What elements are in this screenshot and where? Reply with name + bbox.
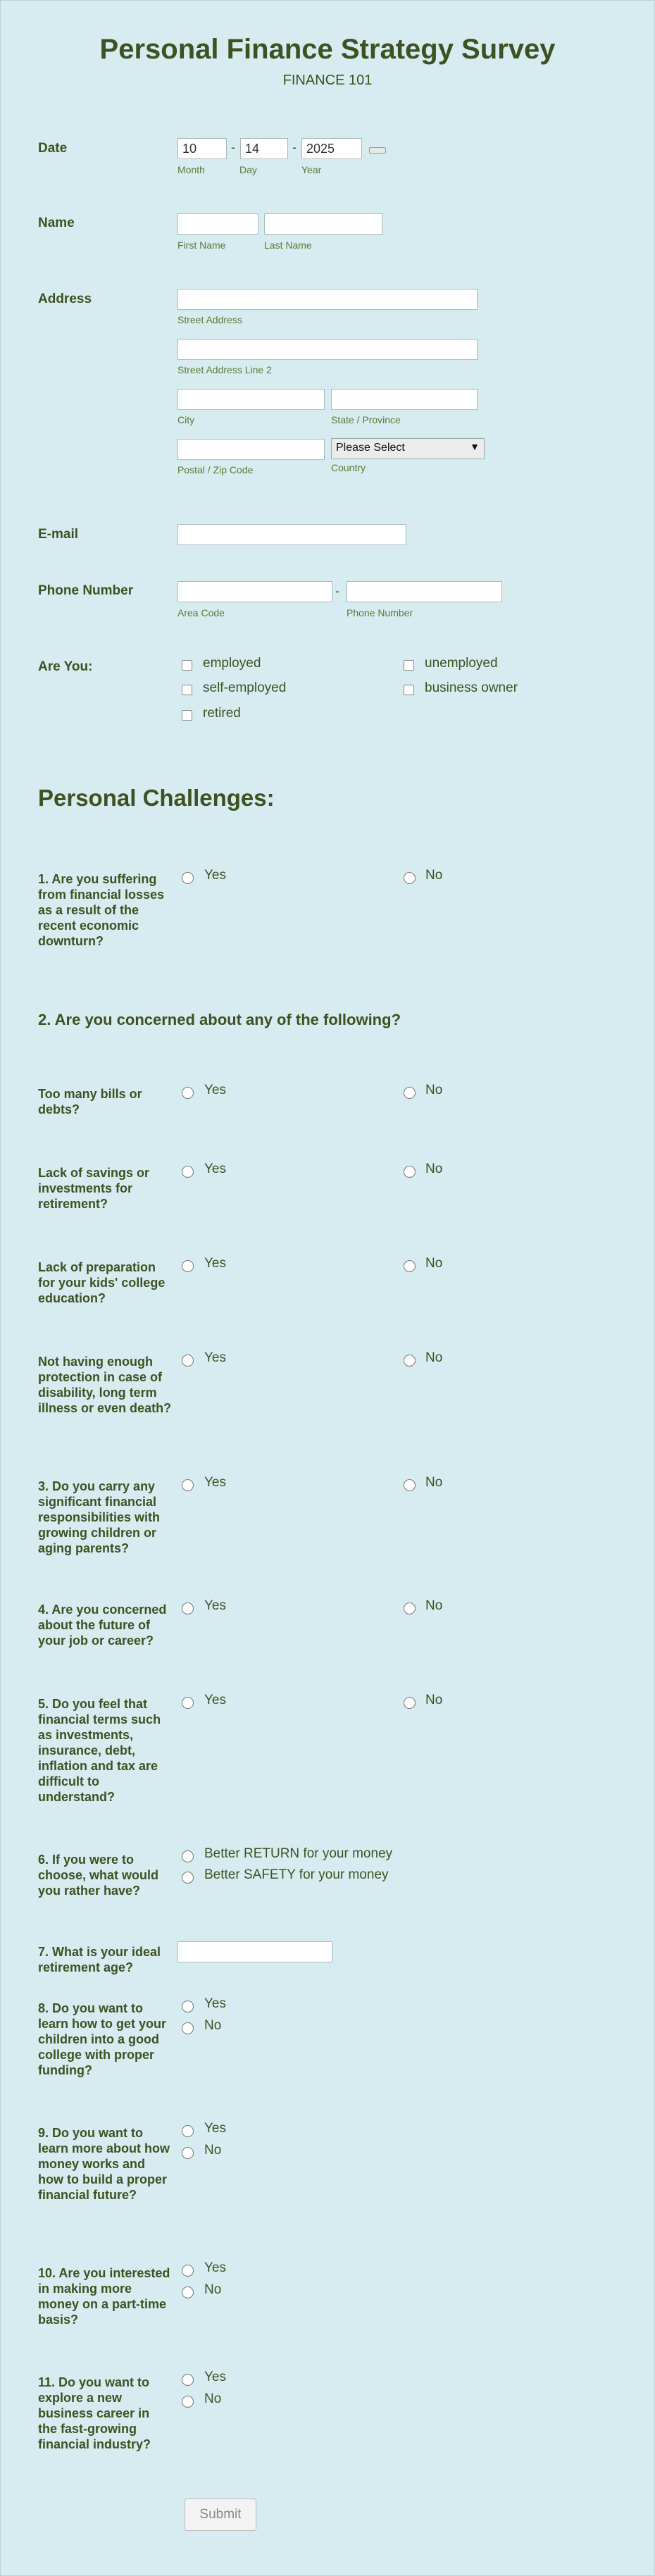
area-code-input[interactable] [177, 581, 332, 602]
country-sublabel: Country [331, 462, 366, 473]
self-employed-option-label: self-employed [203, 680, 287, 695]
q2a-yes-radio[interactable] [182, 1087, 194, 1099]
q1-no-label: No [425, 868, 443, 883]
last-name-sublabel: Last Name [264, 239, 312, 251]
date-separator: - [231, 140, 235, 154]
postal-code-input[interactable] [177, 439, 325, 460]
email-label: E-mail [38, 527, 79, 542]
q6-safety-radio[interactable] [182, 1872, 194, 1884]
q2c-yes-label: Yes [204, 1256, 226, 1271]
phone-separator: - [335, 584, 339, 598]
country-select[interactable] [331, 438, 485, 459]
q6-label: 6. If you were to choose, what would you rather have? [38, 1853, 159, 1898]
q2b-no-label: No [425, 1162, 443, 1176]
q4-no-label: No [425, 1598, 443, 1613]
state-input[interactable] [331, 389, 478, 410]
phone-label: Phone Number [38, 583, 134, 598]
last-name-input[interactable] [264, 213, 382, 235]
q2b-no-radio[interactable] [404, 1166, 416, 1178]
street-address-2-input[interactable] [177, 339, 478, 360]
q9-label: 9. Do you want to learn more about how money works and how to build a proper financial future? [38, 2126, 170, 2202]
retired-checkbox[interactable] [182, 710, 192, 721]
q6-return-radio[interactable] [182, 1850, 194, 1862]
city-input[interactable] [177, 389, 325, 410]
unemployed-option-label: unemployed [425, 656, 498, 671]
q4-no-radio[interactable] [404, 1603, 416, 1614]
are-you-label: Are You: [38, 659, 93, 674]
retirement-age-input[interactable] [177, 1941, 332, 1962]
q2c-no-label: No [425, 1256, 443, 1271]
street-address-input[interactable] [177, 289, 478, 310]
q11-label: 11. Do you want to explore a new business career in the fast-growing financial industry? [38, 2375, 151, 2451]
q2c-label: Lack of preparation for your kids' college education? [38, 1260, 166, 1305]
q2-heading: 2. Are you concerned about any of the following? [38, 1011, 401, 1028]
q3-yes-label: Yes [204, 1475, 226, 1490]
address-label: Address [38, 292, 92, 306]
date-day-input[interactable] [240, 138, 288, 159]
q1-no-radio[interactable] [404, 872, 416, 884]
chevron-down-icon: ▼ [470, 441, 480, 452]
year-sublabel: Year [301, 164, 322, 175]
date-separator: - [292, 140, 297, 154]
first-name-sublabel: First Name [177, 239, 226, 251]
email-input[interactable] [177, 524, 406, 545]
q2b-yes-label: Yes [204, 1162, 226, 1176]
q4-yes-label: Yes [204, 1598, 226, 1613]
q9-no-label: No [204, 2143, 222, 2158]
q2d-no-label: No [425, 1350, 443, 1365]
city-sublabel: City [177, 414, 195, 425]
q2d-yes-label: Yes [204, 1350, 226, 1365]
q1-label: 1. Are you suffering from financial losses as a result of the recent economic downturn? [38, 872, 165, 948]
q2c-no-radio[interactable] [404, 1260, 416, 1272]
postal-code-sublabel: Postal / Zip Code [177, 464, 254, 475]
q10-no-label: No [204, 2282, 222, 2297]
unemployed-checkbox[interactable] [404, 660, 414, 671]
q2a-no-label: No [425, 1083, 443, 1097]
calendar-button[interactable] [369, 147, 386, 154]
q5-yes-radio[interactable] [182, 1697, 194, 1709]
area-code-sublabel: Area Code [177, 607, 225, 618]
q5-no-radio[interactable] [404, 1697, 416, 1709]
date-year-input[interactable] [301, 138, 362, 159]
retired-option-label: retired [203, 706, 241, 721]
q3-no-radio[interactable] [404, 1479, 416, 1491]
q10-label: 10. Are you interested in making more money on a part-time basis? [38, 2266, 170, 2327]
q2b-label: Lack of savings or investments for retirement? [38, 1166, 150, 1211]
q4-label: 4. Are you concerned about the future of your job or career? [38, 1603, 167, 1648]
q2b-yes-radio[interactable] [182, 1166, 194, 1178]
q5-yes-label: Yes [204, 1693, 226, 1707]
date-label: Date [38, 141, 68, 156]
employed-option-label: employed [203, 656, 261, 671]
q10-yes-radio[interactable] [182, 2265, 194, 2277]
street-address-sublabel: Street Address [177, 314, 242, 325]
q11-yes-label: Yes [204, 2370, 226, 2384]
q10-no-radio[interactable] [182, 2286, 194, 2298]
q2a-label: Too many bills or debts? [38, 1087, 142, 1116]
q3-yes-radio[interactable] [182, 1479, 194, 1491]
q8-yes-label: Yes [204, 1996, 226, 2011]
q6-return-label: Better RETURN for your money [204, 1846, 393, 1861]
q2a-yes-label: Yes [204, 1083, 226, 1097]
month-sublabel: Month [177, 164, 205, 175]
date-month-input[interactable] [177, 138, 227, 159]
q2d-label: Not having enough protection in case of disability, long term illness or even death? [38, 1355, 172, 1415]
q3-no-label: No [425, 1475, 443, 1490]
name-label: Name [38, 216, 75, 230]
q7-label: 7. What is your ideal retirement age? [38, 1945, 161, 1974]
q1-yes-label: Yes [204, 868, 226, 883]
q4-yes-radio[interactable] [182, 1603, 194, 1614]
q5-label: 5. Do you feel that financial terms such as investments, insurance, debt, inflation and tax are difficult to understand? [38, 1697, 161, 1804]
personal-challenges-heading: Personal Challenges: [38, 785, 275, 811]
q5-no-label: No [425, 1693, 443, 1707]
phone-number-input[interactable] [347, 581, 502, 602]
phone-number-sublabel: Phone Number [347, 607, 413, 618]
q2a-no-radio[interactable] [404, 1087, 416, 1099]
q8-no-label: No [204, 2018, 222, 2033]
q8-no-radio[interactable] [182, 2022, 194, 2034]
business-owner-checkbox[interactable] [404, 685, 414, 695]
q11-no-label: No [204, 2391, 222, 2406]
q2d-yes-radio[interactable] [182, 1355, 194, 1367]
first-name-input[interactable] [177, 213, 258, 235]
state-sublabel: State / Province [331, 414, 401, 425]
business-owner-option-label: business owner [425, 680, 518, 695]
q10-yes-label: Yes [204, 2260, 226, 2275]
day-sublabel: Day [239, 164, 257, 175]
street-address-2-sublabel: Street Address Line 2 [177, 364, 272, 375]
q9-no-radio[interactable] [182, 2147, 194, 2159]
q11-yes-radio[interactable] [182, 2374, 194, 2386]
form-title: Personal Finance Strategy Survey [99, 34, 556, 65]
q9-yes-radio[interactable] [182, 2125, 194, 2137]
q2d-no-radio[interactable] [404, 1355, 416, 1367]
q8-label: 8. Do you want to learn how to get your children into a good college with proper funding? [38, 2001, 167, 2077]
q6-safety-label: Better SAFETY for your money [204, 1867, 389, 1882]
q3-label: 3. Do you carry any significant financial responsibilities with growing children or aging parents? [38, 1479, 161, 1555]
employed-checkbox[interactable] [182, 660, 192, 671]
q2c-yes-radio[interactable] [182, 1260, 194, 1272]
q9-yes-label: Yes [204, 2121, 226, 2136]
form-subtitle: FINANCE 101 [282, 73, 373, 88]
country-select-value: Please Select [336, 442, 405, 454]
q11-no-radio[interactable] [182, 2396, 194, 2408]
q1-yes-radio[interactable] [182, 872, 194, 884]
self-employed-checkbox[interactable] [182, 685, 192, 695]
submit-button[interactable]: Submit [185, 2499, 256, 2531]
q8-yes-radio[interactable] [182, 2001, 194, 2012]
